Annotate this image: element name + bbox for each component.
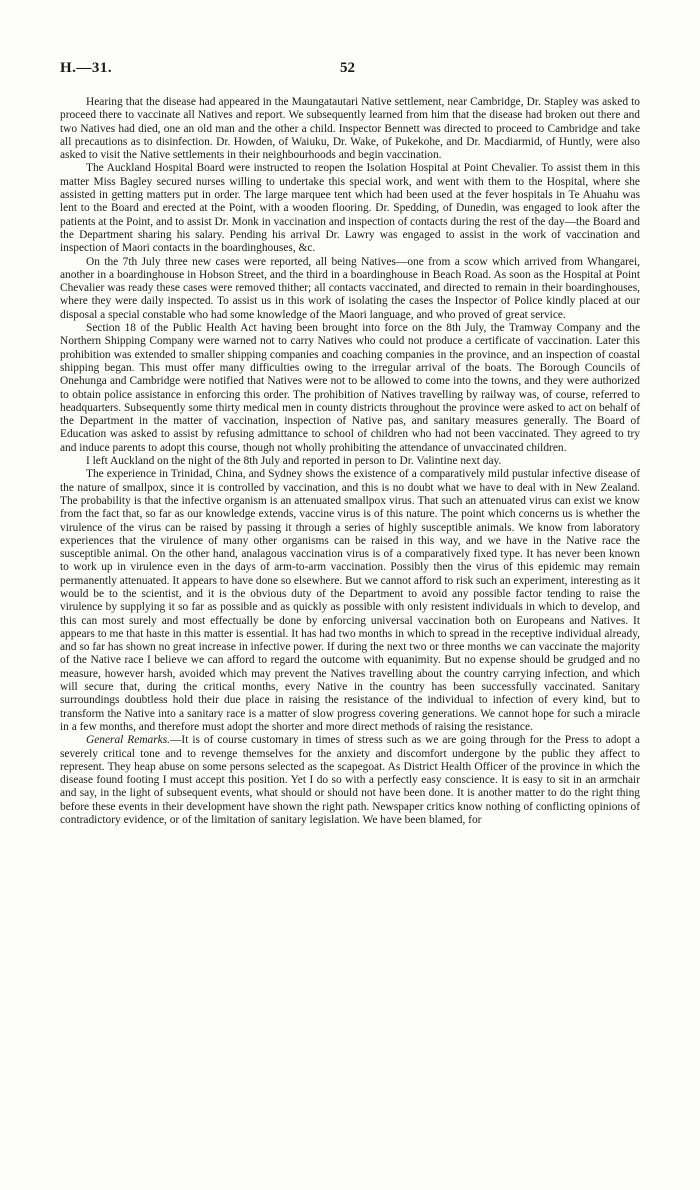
paragraph: The experience in Trinidad, China, and Sydney shows the existence of a comparatively mild pustular infective disease of the nature of smallpox, since it is controlled by vaccination, and this is no doubt what we have to deal with in New Zealand. The probability is that the infective organism is an attenuated smallpox virus. That such an attenuated virus can exist we know from the fact that, so far as our knowledge extends, vaccine virus is of this nature. The point which concerns us is whether the virulence of the virus can be raised by passing it through a series of highly susceptible animals. We know from laboratory experiences that the virulence of many other organisms can be raised in this way, and we have in the Native race the susceptible animal. On the other hand, analagous vaccination virus is of a comparatively fixed type. It has never been known to work up in virulence even in the days of arm-to-arm vaccination. Possibly then the virus of this epidemic may remain permanently attenuated. It appears to have done so elsewhere. But we cannot afford to risk such an experiment, interesting as it would be to the scientist, and it is the obvious duty of the Department to avoid any possible factor tending to raise the virulence by supplying it so far as possible and as quickly as possible with only resistent individuals in which to develop, and this can most surely and most effectually be done by enforcing universal vaccination both on Europeans and Natives. It appears to me that haste in this matter is essential. It has had two months in which to spread in the receptive individual already, and so far has shown no great increase in infective power. If during the next two or three months we can vaccinate the majority of the Native race I believe we can afford to regard the outcome with equanimity. But no expense should be grudged and no measure, however harsh, avoided which may prevent the Natives travelling about the country carrying infection, and which will secure that, during the critical months, every Native in the country has been successfully vaccinated. Sanitary surroundings doubtless hold their due place in raising the resistance of the individual to infection of every kind, but to transform the Native into a sanitary race is a matter of slow progress covering generations. We cannot hope for such a miracle in a few months, and therefore must adopt the shorter and more direct methods of raising the resistance.	[60, 468, 640, 733]
body-text	[60, 96, 640, 827]
document-code: H.—31.	[60, 60, 113, 76]
paragraph: I left Auckland on the night of the 8th July and reported in person to Dr. Valintine next day.	[86, 455, 502, 468]
paragraph: The Auckland Hospital Board were instructed to reopen the Isolation Hospital at Point Chevalier. To assist them in this matter Miss Bagley secured nurses willing to undertake this special work, and went with them to the Hospital, where she assisted in getting matters put in order. The large marquee tent which had been used at the fever hospitals in Te Ahuahu was lent to the Board and erected at the Point, with a wooden flooring. Dr. Spedding, of Dunedin, was engaged to look after the patients at the Point, and to assist Dr. Monk in vaccination and inspection of contacts during the rest of the day—the Board and the Department sharing his salary. Pending his arrival Dr. Lawry was engaged to assist in the work of vaccination and inspection of Maori contacts in the boardinghouses, &c.	[60, 162, 640, 255]
paragraph: On the 7th July three new cases were reported, all being Natives—one from a scow which arrived from Whangarei, another in a boardinghouse in Hobson Street, and the third in a boardinghouse in Beach Road. As soon as the Hospital at Point Chevalier was ready these cases were removed thither; all contacts vaccinated, and directed to remain in their boardinghouses, where they were daily inspected. To assist us in this work of isolating the cases the Inspector of Police kindly placed at our disposal a special constable who had some knowledge of the Maori language, and who proved of great service.	[60, 255, 640, 321]
remarks-paragraph	[60, 734, 640, 827]
paragraph: Hearing that the disease had appeared in the Maungatautari Native settlement, near Cambridge, Dr. Stapley was asked to proceed there to vaccinate all Natives and report. We subsequently learned from him that the disease had broken out there and two Natives had died, one an old man and the other a child. Inspector Bennett was directed to proceed to Cambridge and take all precautions as to disinfection. Dr. Howden, of Waiuku, Dr. Wake, of Pukekohe, and Dr. Macdiarmid, of Huntly, were also asked to visit the Native settlements in their neighbourhoods and begin vaccination.	[60, 96, 640, 162]
remarks-label: General Remarks.	[86, 734, 171, 747]
paragraph: Section 18 of the Public Health Act having been brought into force on the 8th July, the Tramway Company and the Northern Shipping Company were warned not to carry Natives who could not produce a certificate of vaccination. Later this prohibition was extended to smaller shipping companies and coaching companies in the province, and an inspection of coastal shipping began. This must offer many difficulties owing to the irregular arrival of the boats. The Borough Councils of Onehunga and Cambridge were notified that Natives were not to be allowed to come into the towns, and they were authorized to obtain police assistance in enforcing this order. The prohibition of Natives travelling by railway was, of course, referred to headquarters. Subsequently some thirty medical men in county districts throughout the province were asked to act on behalf of the Department in the matter of vaccination, inspection of Native pas, and sanitary measures generally. The Board of Education was asked to assist by refusing admittance to school of children who had not been vaccinated. They agreed to try and induce parents to adopt this course, though not wholly prohibiting the attendance of unvaccinated children.	[60, 322, 640, 454]
remarks-text: —It is of course customary in times of stress such as we are going through for the Press to adopt a severely critical tone and to revenge themselves for the anxiety and discomfort undergone by the public they affect to represent. They heap abuse on some persons selected as the scapegoat. As District Health Officer of the province in which the disease found footing I must accept this position. Yet I do so with a perfectly easy conscience. It is easy to sit in an armchair and say, in the light of subsequent events, what should or should not have been done. It is another matter to do the right thing before these events in their development have shown the right path. Newspaper critics know nothing of conflicting opinions of contradictory evidence, or of the limitation of sanitary legislation. We have been blamed, for	[60, 734, 640, 827]
page-number: 52	[340, 60, 355, 76]
running-header	[60, 60, 640, 80]
